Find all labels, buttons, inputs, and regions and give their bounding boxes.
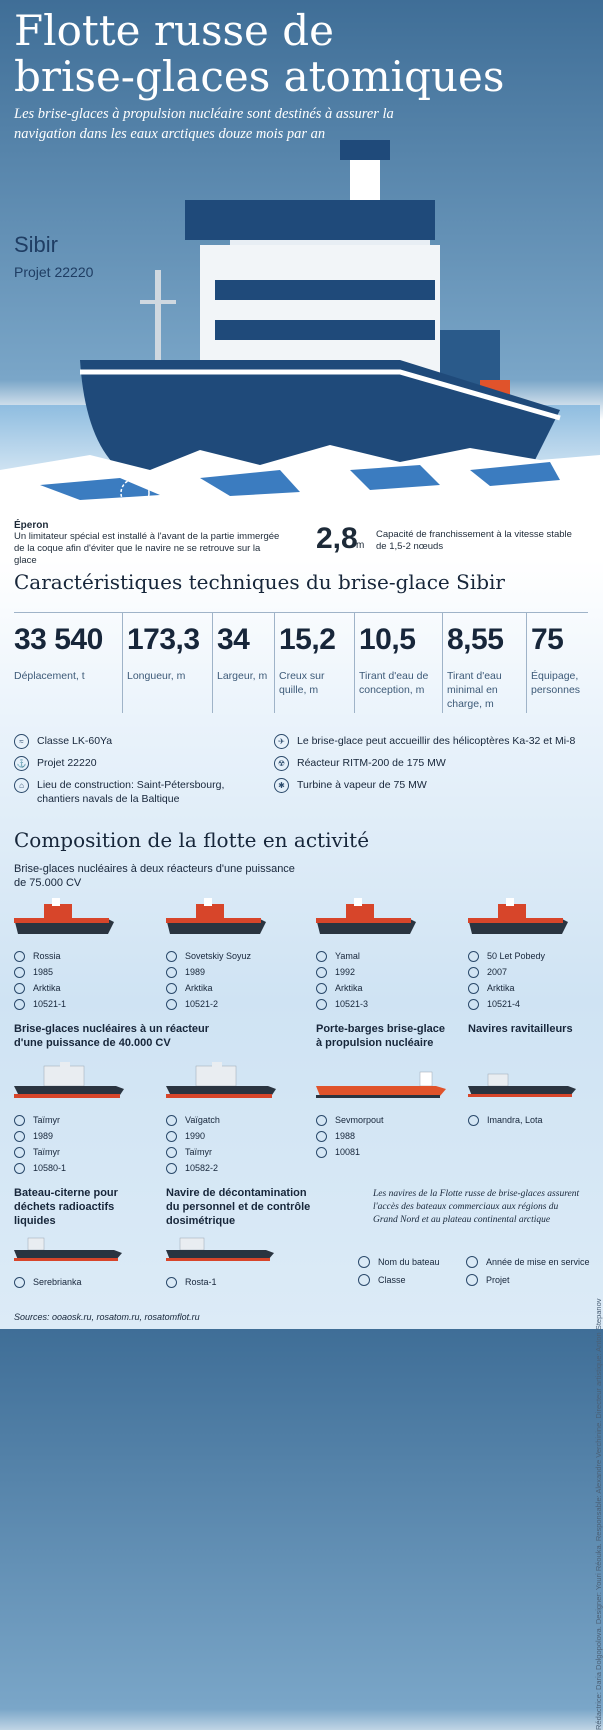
ship-name-row [14, 1112, 144, 1128]
barge-carrier-icon [316, 1062, 446, 1102]
ship-project: 10521-1 [33, 999, 67, 1009]
feature-turbine [274, 778, 584, 793]
sources: Sources: ooaosk.ru, rosatom.ru, rosatomflot.ru [14, 1312, 200, 1322]
project-icon [14, 999, 25, 1010]
calendar-icon [166, 967, 177, 978]
ship-name-icon [468, 1115, 479, 1126]
ship-card-rossia [14, 898, 144, 1012]
ship-name-icon [14, 951, 25, 962]
legend-class [358, 1274, 406, 1286]
helicopter-icon: ✈ [274, 734, 289, 749]
ship-year-row [316, 1128, 446, 1144]
legend-project [466, 1274, 510, 1286]
tech-title: Caractéristiques techniques du brise-glace Sibir [14, 570, 505, 594]
project-icon: ⚓ [14, 756, 29, 771]
legend-label: Année de mise en service [486, 1257, 590, 1267]
ship-name-icon [14, 1277, 25, 1288]
ship-name: Sibir [14, 232, 59, 257]
ship-class: Arktika [335, 983, 363, 993]
ship-name: Rosta-1 [185, 1277, 217, 1287]
ship-name-icon [14, 1115, 25, 1126]
project-icon [14, 1163, 25, 1174]
legend-name [358, 1256, 440, 1268]
ship-project-row [316, 996, 446, 1012]
group-one-reactor: Brise-glaces nucléaires à un réacteur d'une puissance de 40.000 CV [14, 1023, 210, 1049]
ship-name: Vaïgatch [185, 1115, 220, 1125]
ship-name: 50 Let Pobedy [487, 951, 546, 961]
stats-row [14, 612, 588, 712]
ship-card-taimyr [14, 1062, 144, 1176]
ship-name-icon [358, 1256, 370, 1268]
ship-card-rosta [166, 1234, 296, 1290]
ship-project-row [316, 1144, 446, 1160]
ship-name: Rossia [33, 951, 61, 961]
ship-class-row [14, 1144, 144, 1160]
class-icon [358, 1274, 370, 1286]
stat-label: Équipage, personnes [531, 670, 581, 696]
legend-label: Nom du bateau [378, 1257, 440, 1267]
project-icon [316, 1147, 327, 1158]
class-icon [468, 983, 479, 994]
ship-class-row [316, 980, 446, 996]
arktika-ship-icon [468, 898, 568, 938]
supply-ship-icon [468, 1062, 578, 1102]
taimyr-ship-icon [166, 1062, 276, 1102]
feature-text: Classe LK-60Ya [37, 735, 113, 747]
ship-name-row [166, 948, 296, 964]
feature-text: Turbine à vapeur de 75 MW [297, 779, 427, 791]
ship-name-row [316, 1112, 446, 1128]
ship-project: 10521-3 [335, 999, 369, 1009]
ship-year: 1990 [185, 1131, 206, 1141]
stat-value: 10,5 [359, 623, 416, 656]
stat-value: 75 [531, 623, 564, 656]
stat-width [212, 613, 274, 713]
project-icon [166, 999, 177, 1010]
group-supply: Navires ravitailleurs [468, 1023, 573, 1035]
stat-value: 173,3 [127, 623, 200, 656]
page-subtitle: Les brise-glaces à propulsion nucléaire sont destinés à assurer la navigation dans les eaux arctiques douze mois par an [14, 106, 394, 142]
ship-year-row [316, 964, 446, 980]
ship-name-icon [166, 951, 177, 962]
ship-year: 1989 [185, 967, 206, 977]
stat-depth [274, 613, 354, 713]
feature-text: Lieu de construction: Saint-Pétersbourg, chantiers navals de la Baltique [37, 779, 225, 805]
feature-text: Réacteur RITM-200 de 175 MW [297, 757, 446, 769]
credits: Rédactrice: Daria Dolgopolova. Designer: Youri Réouka. Responsable: Alexandre Verchinine. Directeur artistique: Anton Stepanov [594, 1298, 603, 1730]
ship-name-row [14, 948, 144, 964]
ship-project: Projet 22220 [14, 264, 94, 280]
stat-label: Creux sur quille, m [279, 670, 325, 696]
ship-name-row [14, 1274, 144, 1290]
feature-reactor [274, 756, 584, 771]
stat-label: Largeur, m [217, 670, 268, 682]
ship-class-row [468, 980, 598, 996]
stat-crew [526, 613, 588, 713]
stat-value: 33 540 [14, 623, 103, 656]
stat-draft [354, 613, 442, 713]
title-line-2: brise-glaces atomiques [14, 52, 505, 101]
ship-name: Taïmyr [33, 1115, 60, 1125]
ship-class: Taïmyr [33, 1147, 60, 1157]
title-line-1: Flotte russe de [14, 6, 335, 55]
ship-year-row [166, 1128, 296, 1144]
ship-name-icon [316, 1115, 327, 1126]
ship-name: Imandra, Lota [487, 1115, 543, 1125]
ship-card-50-let-pobedy [468, 898, 598, 1012]
eperon-title: Éperon [14, 520, 49, 531]
class-icon [316, 983, 327, 994]
ship-project-row [166, 1160, 296, 1176]
ship-year: 2007 [487, 967, 508, 977]
speed-value: 2,8 [316, 522, 358, 555]
ship-name-icon [468, 951, 479, 962]
group-barge-carrier: Porte-barges brise-glace à propulsion nucléaire [316, 1023, 445, 1049]
arktika-ship-icon [14, 898, 114, 938]
fleet-note: Les navires de la Flotte russe de brise-glaces assurent l'accès des bateaux commerciaux aux régions du Grand Nord et au plateau continental arctique [373, 1189, 580, 1225]
ship-name: Sovetskiy Soyuz [185, 951, 252, 961]
project-icon [468, 999, 479, 1010]
ship-card-sovetskiy-soyuz [166, 898, 296, 1012]
group-tanker: Bateau-citerne pour déchets radioactifs liquides [14, 1187, 118, 1227]
feature-class [14, 734, 254, 749]
composition-title: Composition de la flotte en activité [14, 828, 370, 852]
stat-min-draft [442, 613, 526, 713]
ship-year-row [166, 964, 296, 980]
ship-name: Serebrianka [33, 1277, 82, 1287]
stat-label: Déplacement, t [14, 670, 85, 682]
feature-text: Le brise-glace peut accueillir des hélicoptères Ka-32 et Mi-8 [297, 735, 576, 747]
calendar-icon [316, 1131, 327, 1142]
ship-year: 1988 [335, 1131, 356, 1141]
ship-project-row [468, 996, 598, 1012]
class-icon [14, 1147, 25, 1158]
feature-project [14, 756, 254, 771]
legend-label: Projet [486, 1275, 510, 1285]
turbine-icon: ✱ [274, 778, 289, 793]
class-icon [14, 983, 25, 994]
ship-card-serebrianka [14, 1234, 144, 1290]
ship-year-row [468, 964, 598, 980]
group-decontamination: Navire de décontamination du personnel et de contrôle dosimétrique [166, 1187, 311, 1227]
legend-label: Classe [378, 1275, 406, 1285]
calendar-icon [316, 967, 327, 978]
feature-shipyard [14, 778, 254, 806]
calendar-icon [468, 967, 479, 978]
stat-label: Tirant d'eau de conception, m [359, 670, 429, 696]
ship-name-row [166, 1112, 296, 1128]
ship-name-row [316, 948, 446, 964]
ship-year: 1989 [33, 1131, 54, 1141]
calendar-icon [14, 1131, 25, 1142]
ship-class-icon: ≈ [14, 734, 29, 749]
stat-label: Tirant d'eau minimal en charge, m [447, 670, 502, 710]
legend-year [466, 1256, 590, 1268]
ship-name-icon [166, 1115, 177, 1126]
ship-project-row [166, 996, 296, 1012]
speed-unit: m [356, 540, 365, 551]
shipyard-icon: ⌂ [14, 778, 29, 793]
arktika-ship-icon [166, 898, 266, 938]
ship-year-row [14, 964, 144, 980]
ship-project: 10521-2 [185, 999, 219, 1009]
ship-class: Arktika [487, 983, 515, 993]
ship-name: Yamal [335, 951, 360, 961]
stat-length [122, 613, 212, 713]
ship-name-row [166, 1274, 296, 1290]
project-icon [466, 1274, 478, 1286]
ship-year: 1985 [33, 967, 54, 977]
class-icon [166, 1147, 177, 1158]
calendar-icon [166, 1131, 177, 1142]
ship-card-sevmorpout [316, 1062, 446, 1160]
ship-class: Arktika [33, 983, 61, 993]
ship-class-row [14, 980, 144, 996]
ship-class: Arktika [185, 983, 213, 993]
ship-class-row [166, 1144, 296, 1160]
class-icon [166, 983, 177, 994]
ship-card-vaigatch [166, 1062, 296, 1176]
ship-project: 10580-1 [33, 1163, 67, 1173]
ship-card-yamal [316, 898, 446, 1012]
feature-text: Projet 22220 [37, 757, 97, 769]
ship-card-imandra [468, 1062, 598, 1128]
reactor-icon: ☢ [274, 756, 289, 771]
taimyr-ship-icon [14, 1062, 124, 1102]
ship-project-row [14, 996, 144, 1012]
ship-name-icon [316, 951, 327, 962]
ship-project-row [14, 1160, 144, 1176]
page-title [14, 8, 574, 100]
decontamination-ship-icon [166, 1234, 276, 1264]
ship-year-row [14, 1128, 144, 1144]
ship-class: Taïmyr [185, 1147, 212, 1157]
ship-year: 1992 [335, 967, 356, 977]
eperon-text: Un limitateur spécial est installé à l'avant de la partie immergée de la coque afin d'éviter que le navire ne se retrouve sur la glace [14, 531, 280, 566]
ship-class-row [166, 980, 296, 996]
ship-name: Sevmorpout [335, 1115, 384, 1125]
arktika-ship-icon [316, 898, 416, 938]
ship-name-row [468, 1112, 598, 1128]
tanker-icon [14, 1234, 124, 1264]
ship-project: 10521-4 [487, 999, 521, 1009]
stat-displacement [14, 613, 122, 713]
speed-text: Capacité de franchissement à la vitesse stable de 1,5-2 nœuds [376, 529, 572, 552]
calendar-icon [14, 967, 25, 978]
project-icon [316, 999, 327, 1010]
stat-value: 34 [217, 623, 250, 656]
ship-project: 10081 [335, 1147, 361, 1157]
ship-project: 10582-2 [185, 1163, 219, 1173]
calendar-icon [466, 1256, 478, 1268]
ship-name-icon [166, 1277, 177, 1288]
project-icon [166, 1163, 177, 1174]
feature-helicopter [274, 734, 584, 749]
stat-value: 15,2 [279, 623, 336, 656]
stat-value: 8,55 [447, 623, 504, 656]
stat-label: Longueur, m [127, 670, 186, 682]
group-two-reactors: Brise-glaces nucléaires à deux réacteurs d'une puissance de 75.000 CV [14, 863, 295, 889]
ship-name-row [468, 948, 598, 964]
